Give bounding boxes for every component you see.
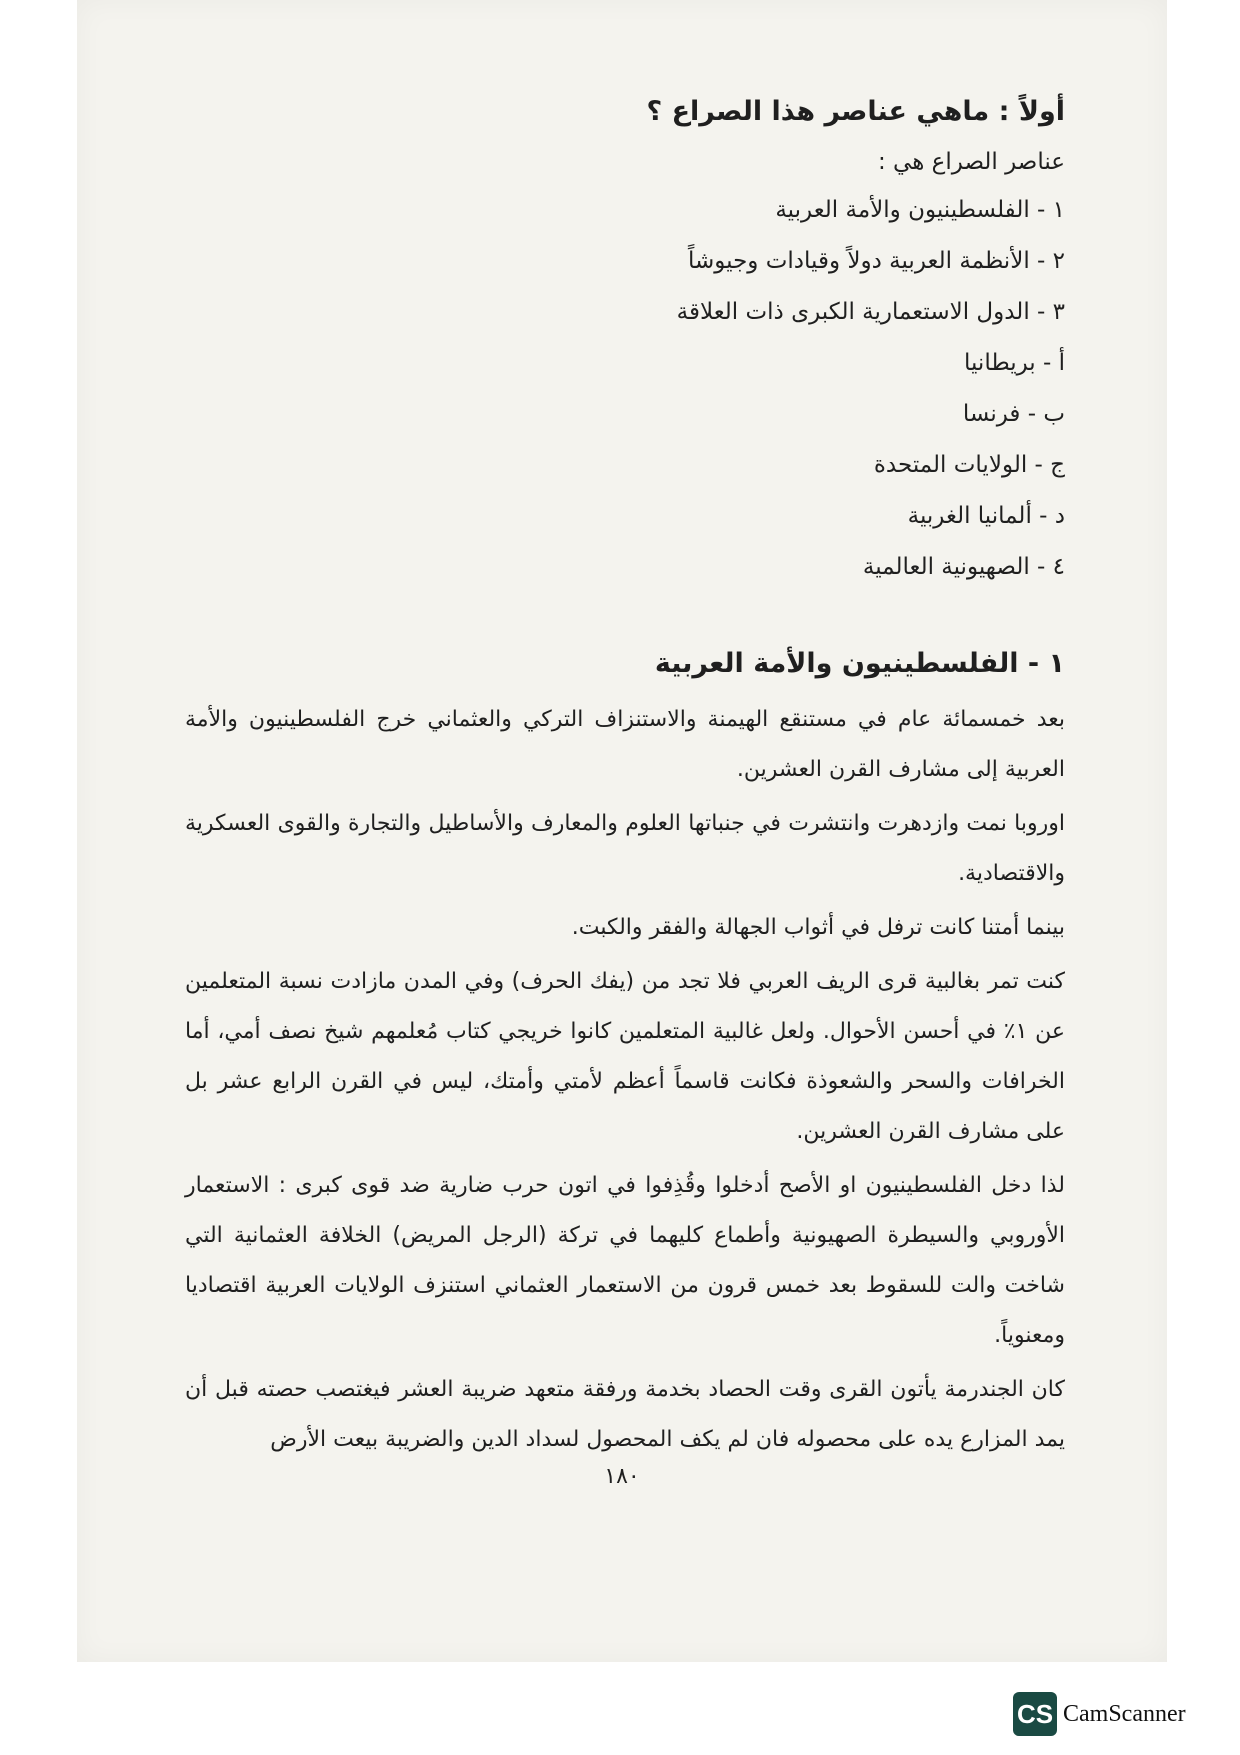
paragraph: لذا دخل الفلسطينيون او الأصح أدخلوا وقُذِفوا في اتون حرب ضارية ضد قوى كبرى : الاستعمار الأوروبي والسيطرة الصهيونية وأطماع كليهما في تركة (الرجل المريض) الخلافة العثمانية التي شاخت والت للسقوط بعد خمس قرون من الاستعمار العثماني استنزف الولايات العربية اقتصاديا ومعنوياً. — [185, 1172, 1065, 1348]
page-content — [185, 96, 1065, 1469]
page-heading: أولاً : ماهي عناصر هذا الصراع ؟ — [646, 96, 1065, 127]
paragraph: اوروبا نمت وازدهرت وانتشرت في جنباتها العلوم والمعارف والأساطيل والتجارة والقوى العسكرية والاقتصادية. — [185, 810, 1065, 886]
camscanner-logo-icon: CS — [1013, 1692, 1057, 1736]
paragraph: بعد خمسمائة عام في مستنقع الهيمنة والاستنزاف التركي والعثماني خرج الفلسطينيون والأمة العربية إلى مشارف القرن العشرين. — [185, 706, 1065, 782]
list-item: ٢ - الأنظمة العربية دولاً وقيادات وجيوشاً — [687, 248, 1065, 275]
list-item: أ - بريطانيا — [963, 350, 1065, 377]
list-item: ٣ - الدول الاستعمارية الكبرى ذات العلاقة — [676, 299, 1065, 326]
section-heading: ١ - الفلسطينيون والأمة العربية — [654, 648, 1065, 680]
list-item: د - ألمانيا الغربية — [907, 503, 1065, 530]
page-number: ١٨٠ — [604, 1464, 640, 1489]
paragraph: كنت تمر بغالبية قرى الريف العربي فلا تجد من (يفك الحرف) وفي المدن مازادت نسبة المتعلمين عن ١٪ في أحسن الأحوال. ولعل غالبية المتعلمين كانوا خريجي كتاب مُعلمهم شيخ نصف أمي، أما الخرافات والسحر والشعوذة فكانت قاسماً أعظم لأمتي وأمتك، ليس في القرن الرابع عشر بل على مشارف القرن العشرين. — [185, 968, 1065, 1144]
paragraph: بينما أمتنا كانت ترفل في أثواب الجهالة والفقر والكبت. — [571, 914, 1065, 940]
list-item: ب - فرنسا — [962, 401, 1065, 428]
list-item: ١ - الفلسطينيون والأمة العربية — [775, 197, 1065, 224]
elements-intro: عناصر الصراع هي : — [877, 149, 1065, 176]
camscanner-watermark — [1013, 1692, 1186, 1736]
book-page — [77, 0, 1167, 1662]
elements-list — [185, 196, 1065, 604]
camscanner-brand-text: CamScanner — [1063, 1700, 1186, 1727]
list-item: ج - الولايات المتحدة — [873, 452, 1065, 479]
paragraph: كان الجندرمة يأتون القرى وقت الحصاد بخدمة ورفقة متعهد ضريبة العشر فيغتصب حصته قبل أن يمد المزارع يده على محصوله فان لم يكف المحصول لسداد الدين والضريبة بيعت الأرض — [185, 1376, 1065, 1452]
list-item: ٤ - الصهيونية العالمية — [862, 554, 1065, 581]
